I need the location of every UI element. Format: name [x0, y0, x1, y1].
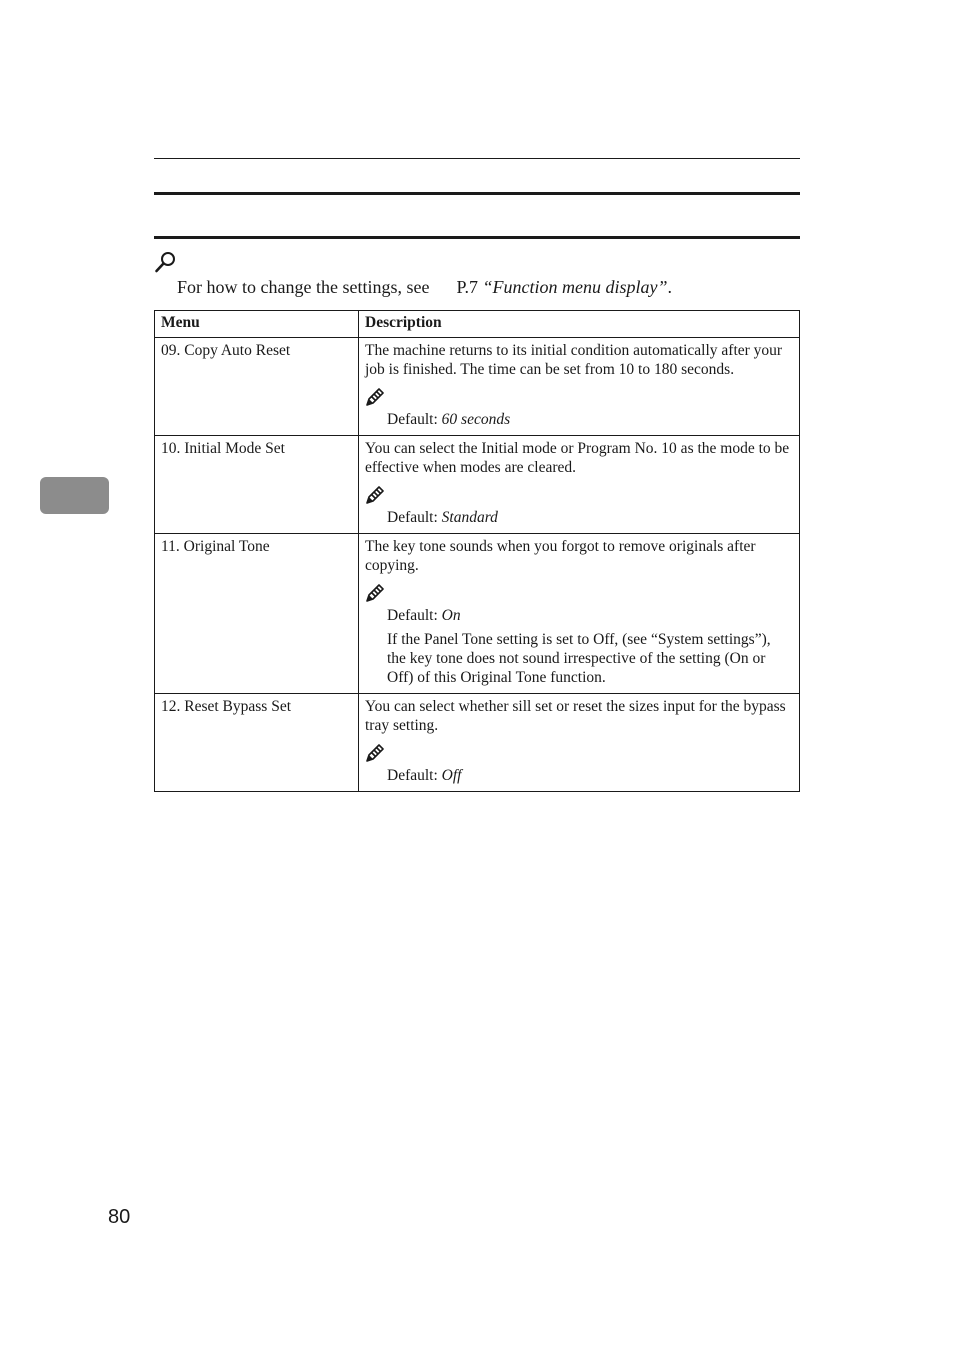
description-text: You can select whether sill set or reset the sizes input for the bypass tray setting. — [365, 698, 786, 734]
reference-text: For how to change the settings, see — [177, 277, 430, 297]
default-value: Off — [441, 767, 462, 784]
description-cell — [359, 338, 800, 436]
header-rule-thick-bottom — [154, 236, 800, 239]
menu-cell: 12. Reset Bypass Set — [155, 694, 359, 792]
extra-note: If the Panel Tone setting is set to Off, (see “System settings”), the key tone does not sound irrespective of the setting (On or Off) of this Original Tone function. — [387, 631, 771, 686]
description-text: The machine returns to its initial condition automatically after your job is finished. The time can be set from 10 to 180 seconds. — [365, 342, 783, 378]
settings-table — [154, 310, 800, 792]
pencil-note-icon — [365, 485, 385, 505]
chapter-tab — [40, 477, 109, 514]
description-cell — [359, 436, 800, 534]
menu-cell: 11. Original Tone — [155, 534, 359, 694]
header-menu: Menu — [155, 311, 359, 338]
description-cell — [359, 534, 800, 694]
default-label: Default: — [387, 607, 442, 624]
menu-cell: 10. Initial Mode Set — [155, 436, 359, 534]
page-number: 80 — [108, 1206, 131, 1228]
table-header-row — [155, 311, 800, 338]
menu-cell: 09. Copy Auto Reset — [155, 338, 359, 436]
description-text: You can select the Initial mode or Program No. 10 as the mode to be effective when modes are cleared. — [365, 440, 790, 476]
default-value: Standard — [441, 509, 498, 526]
header-description: Description — [359, 311, 800, 338]
magnifier-icon — [154, 250, 178, 274]
reference-line — [177, 277, 672, 298]
table-row — [155, 694, 800, 792]
default-value: On — [441, 607, 461, 624]
default-label: Default: — [387, 411, 442, 428]
default-note — [387, 606, 793, 625]
table-row — [155, 436, 800, 534]
default-note — [387, 766, 793, 785]
default-label: Default: — [387, 767, 442, 784]
header-rule-thick-top — [154, 192, 800, 195]
pencil-note-icon — [365, 583, 385, 603]
reference-suffix: . — [667, 277, 672, 297]
table-row — [155, 534, 800, 694]
table-row — [155, 338, 800, 436]
default-value: 60 seconds — [441, 411, 511, 428]
header-rule-thin — [154, 158, 800, 159]
description-cell — [359, 694, 800, 792]
default-note — [387, 508, 793, 527]
reference-section-title: “Function menu display” — [482, 277, 668, 297]
default-label: Default: — [387, 509, 442, 526]
pencil-note-icon — [365, 387, 385, 407]
reference-page: P.7 — [456, 277, 478, 297]
pencil-note-icon — [365, 743, 385, 763]
description-text: The key tone sounds when you forgot to remove originals after copying. — [365, 538, 756, 574]
default-note — [387, 410, 793, 429]
